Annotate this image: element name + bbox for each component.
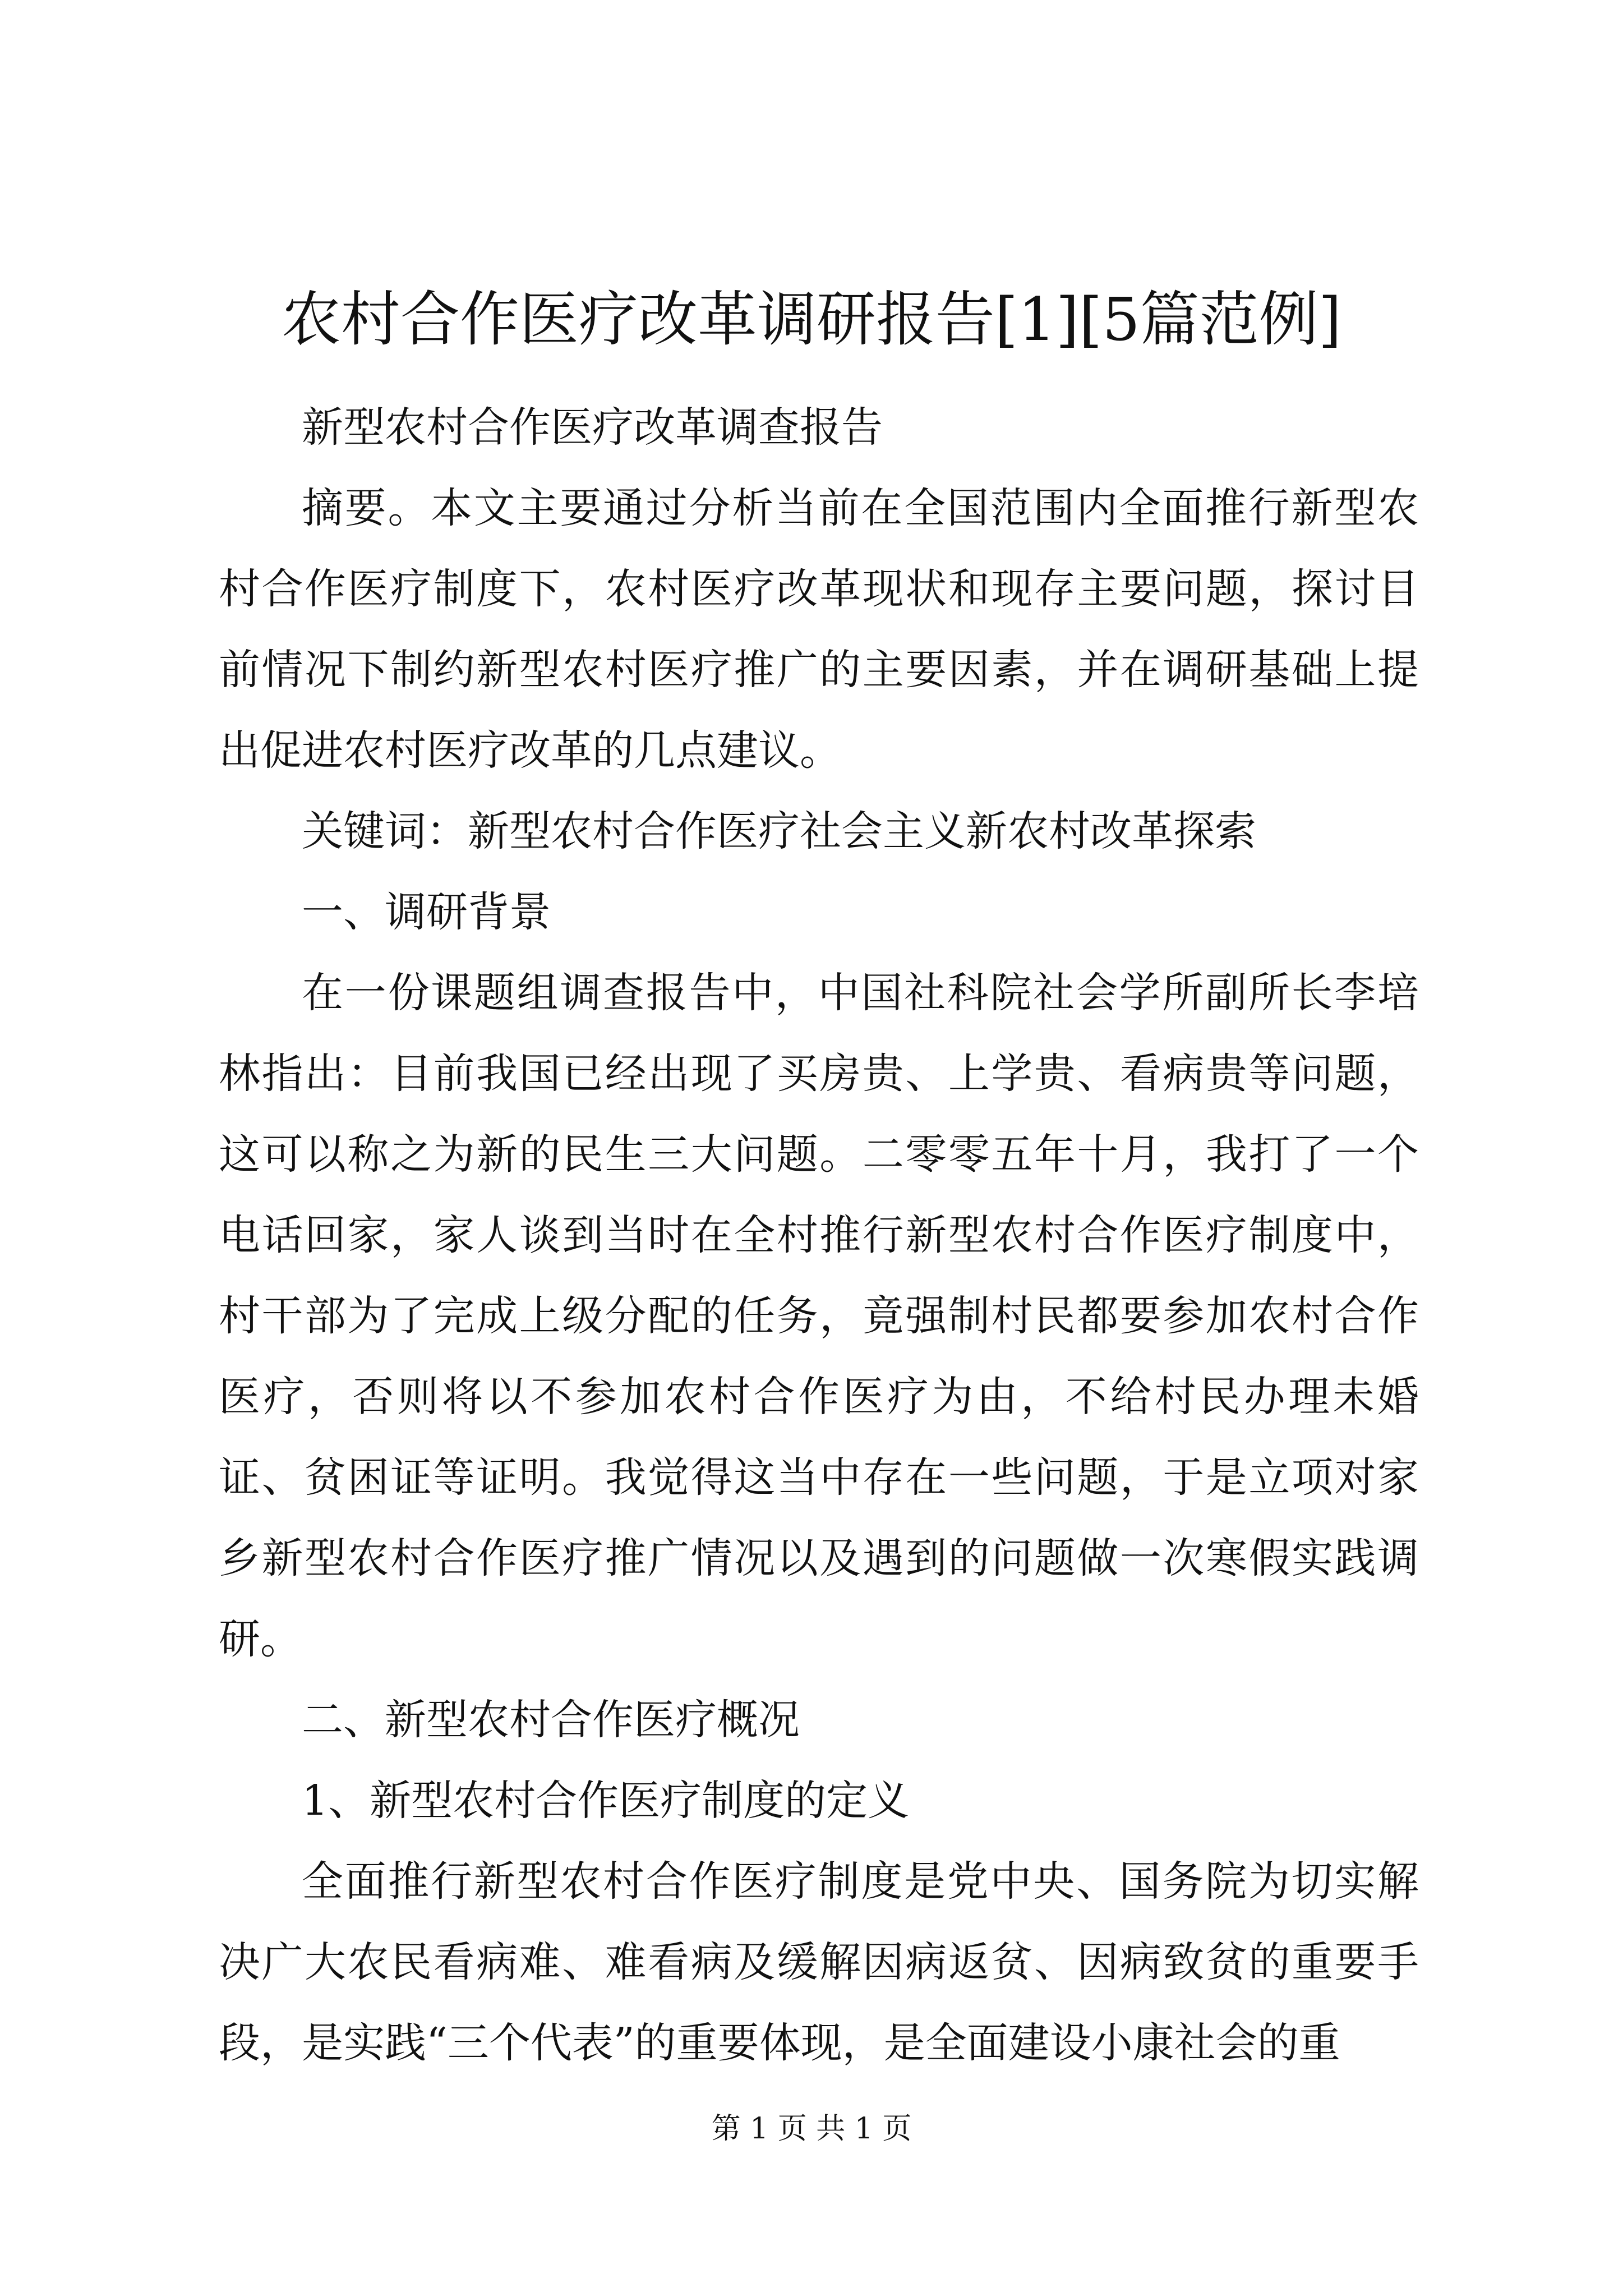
paragraph-subtitle: 新型农村合作医疗改革调查报告 <box>302 403 883 452</box>
section-heading-background: 一、调研背景 <box>302 888 551 936</box>
paragraph-background: 在一份课题组调查报告中，中国社科院社会学所副所长李培林指出：目前我国已经出现了买房贵、上学贵、看病贵等问题，这可以称之为新的民生三大问题。二零零五年十月，我打了一个电话回家，家人谈到当时在全村推行新型农村合作医疗制度中，村干部为了完成上级分配的任务，竟强制村民都要参加农村合作医疗，否则将以不参加农村合作医疗为由，不给村民办理未婚证、贫困证等证明。我觉得这当中存在一些问题，于是立项对家乡新型农村合作医疗推广情况以及遇到的问题做一次寒假实践调研。 <box>219 969 1419 1663</box>
page-footer: 第 1 页 共 1 页 <box>711 2112 912 2146</box>
paragraph-keywords: 关键词：新型农村合作医疗社会主义新农村改革探索 <box>302 807 1256 855</box>
paragraph-definition: 全面推行新型农村合作医疗制度是党中央、国务院为切实解决广大农民看病难、难看病及缓解因病返贫、因病致贫的重要手段，是实践“三个代表”的重要体现，是全面建设小康社会的重 <box>219 1857 1419 2067</box>
document-body <box>219 387 1419 2083</box>
paragraph-abstract: 摘要。本文主要通过分析当前在全国范围内全面推行新型农村合作医疗制度下，农村医疗改革现状和现存主要问题，探讨目前情况下制约新型农村医疗推广的主要因素，并在调研基础上提出促进农村医疗改革的几点建议。 <box>219 484 1419 775</box>
document-title: 农村合作医疗改革调研报告[1][5篇范例] <box>281 285 1342 354</box>
section-heading-overview: 二、新型农村合作医疗概况 <box>302 1696 800 1744</box>
subsection-heading-definition: 1、新型农村合作医疗制度的定义 <box>302 1777 910 1825</box>
